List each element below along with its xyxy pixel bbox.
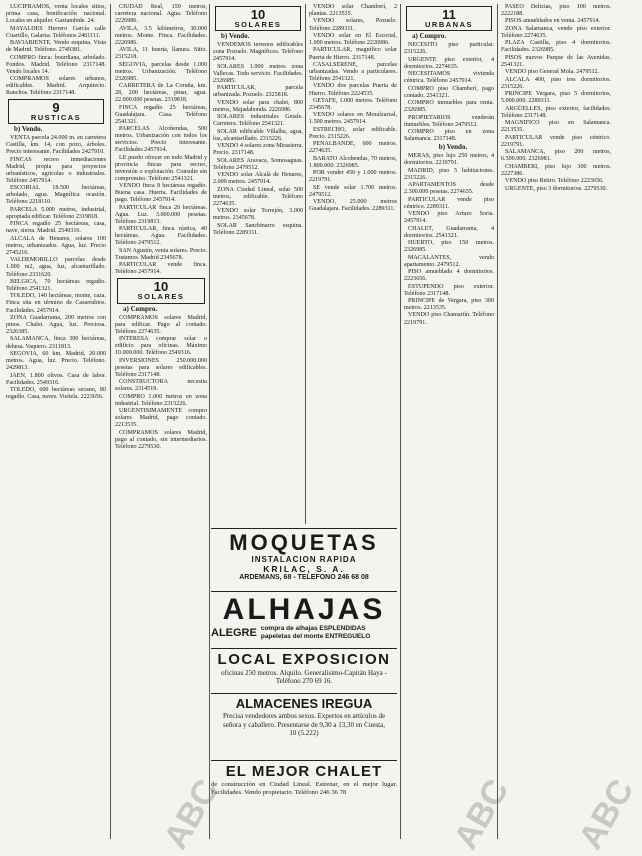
- classified-listing: SOLARES Aravaca, Somosaguas. Teléfono 2479512.: [213, 157, 303, 171]
- classified-listing: SALAMANCA, piso 200 metros, 6.500.000. 2326981.: [501, 149, 611, 163]
- classified-listing: JAEN, 1.800 olivos. Casa de labor. Facilidades. 2549316.: [6, 372, 106, 386]
- section-header-urbanas: [406, 6, 492, 31]
- classified-listing: AVILA, 11 huerta, llanura. Sitio. 2315218.: [115, 47, 207, 61]
- col1-listings: [6, 135, 106, 401]
- column-3: [213, 4, 303, 526]
- classified-listing: PARTICULAR, parcela urbanizada. Pozuelo. 2325818.: [213, 85, 303, 99]
- classified-listing: INVERSIONES 250.000.000 pesetas para solares edificables. Teléfono 2317148.: [115, 357, 207, 378]
- ad-text: de construcción en Ciudad Lineal. Estrenar, en el mejor lugar. Facilidades. Vendo propietario. Teléfono 246 36 78: [211, 781, 397, 796]
- col1-top-listings: [6, 4, 106, 97]
- classified-listing: ZONA Ciudad Lineal, solar 500 metros, edificable. Teléfono 2274635.: [213, 186, 303, 207]
- classified-listing: NECESITO piso particular. 2315226.: [404, 42, 494, 56]
- ad-title: LOCAL EXPOSICION: [217, 651, 391, 668]
- classified-listing: PARTICULAR vende finca. Teléfono 2457914.: [115, 262, 207, 276]
- ad-title: ALHAJAS: [222, 593, 386, 626]
- subsection-label: a) Compro.: [412, 32, 447, 41]
- col5-listings-b: [404, 153, 494, 326]
- column-5: [404, 4, 494, 842]
- subsection-label: b) Vendo.: [14, 125, 43, 134]
- ad-brand: ALEGRE: [211, 626, 257, 639]
- classified-listing: SEGOVIA, parcelas desde 1.000 metros. Urbanización. Teléfono 2326985.: [115, 61, 207, 82]
- ad-divider: [211, 693, 397, 694]
- classified-listing: VENDO solar Torrejón, 3.000 metros. 2345678.: [213, 208, 303, 222]
- classified-listing: COMPRAMOS solares urbanos, edificables. Madrid. Arquitecto. Ranchos. Teléfono 2317148.: [6, 76, 106, 97]
- subsection-label: a) Compro.: [123, 304, 158, 313]
- classified-listing: FINCA regadío 25 hectáreas, casa, nave, sierra. Madrid. 2549316.: [6, 221, 106, 235]
- ad-divider: [211, 648, 397, 649]
- section-number: 9: [52, 100, 60, 116]
- classified-listing: PARTICULAR finca 20 hectáreas. Agua. Luz. 3.000.000 pesetas. Teléfono 2319813.: [115, 204, 207, 225]
- abc-watermark: ABC: [571, 772, 642, 856]
- classified-listing: MAYALDES Herrero García calle Cuartillo, Galarza. Teléfonos 2461111.: [6, 25, 106, 39]
- classified-listing: INTERESA comprar solar o edificio para oficinas. Máximo 10.000.000. Teléfono 2549316.: [115, 336, 207, 357]
- classified-listing: VENDO piso Retiro. Teléfono 2223656.: [505, 178, 604, 185]
- section-header-rusticas: [8, 99, 104, 124]
- classified-listing: VENDO solar Alcalá de Henares, 2.000 metros. 2457914.: [213, 172, 303, 186]
- subsection-label: b) Vendo.: [438, 143, 468, 152]
- classified-listing: AVILA, 3.5 kilómetros, 30.000 metros. Monte. Finca. Facilidades. 2226986.: [115, 25, 207, 46]
- classified-listing: MACALANTES, vendo apartamento. 2479512.: [404, 254, 494, 268]
- classified-listing: SOLARES industriales Getafe. Carretera. Teléfono 2541321.: [213, 114, 303, 128]
- ad-divider: [211, 528, 397, 529]
- classified-listing: ALCALA de Henares, solares 100 metros, urbanizados. Agua, luz. Precio 2745216.: [6, 235, 106, 256]
- classified-listing: PISOS nuevos Parque de las Avenidas. 2541321.: [501, 54, 611, 68]
- classified-listing: PARTICULAR, magnífico solar Puerta de Hierro. 2317148.: [309, 47, 397, 61]
- classified-listing: URGENTE piso exterior, 4 dormitorios. 2274635.: [404, 56, 494, 70]
- classified-listing: GETAFE, 1.000 metros. Teléfono 2345678.: [309, 97, 397, 111]
- col2-listings: [115, 4, 207, 276]
- ad-subtitle: INSTALACION RAPIDA: [251, 555, 357, 564]
- classified-listing: VENDO piso General Mola. 2479512.: [505, 69, 600, 76]
- classified-listing: URGENTISIMAMENTE compro solares Madrid, pago contado. 2213535.: [115, 408, 207, 429]
- classified-listing: PLAZA Castilla, piso 4 dormitorios. Facilidades. 2326985.: [501, 40, 611, 54]
- classified-listing: PISOS amueblados en venta. 2457914.: [505, 18, 601, 25]
- ad-divider: [211, 591, 397, 592]
- classified-listing: VENDO 4 solares zona Mirasierra. Precio. 2317148.: [213, 143, 303, 157]
- classified-listing: PENALBANDE, 600 metros. 2274635.: [309, 141, 397, 155]
- classified-listing: PISO amueblado 4 dormitorios. 2223656.: [404, 269, 494, 283]
- classified-listing: VENDO finca 8 hectáreas regadío. Buena casa. Huerta. Facilidades de pago. Teléfono 2457914.: [115, 183, 207, 204]
- column-4: [309, 4, 397, 526]
- classified-listing: ALCALA 400, piso tres dormitorios. 2315226.: [501, 76, 611, 90]
- ad-brand: KRILAC, S. A.: [263, 564, 345, 574]
- classified-listing: SE vende solar 1.700 metros. 2479512.: [309, 184, 397, 198]
- section-name: URBANAS: [425, 20, 473, 29]
- classified-listing: VENDO, 25.000 metros Guadalajara. Facilidades. 2289311.: [309, 199, 397, 213]
- classified-listing: SOLARES 1.000 metros zona Vallecas. Todo servicio. Facilidades. 2326985.: [213, 63, 303, 84]
- classified-listing: VENDO solares en Moralzarzal, 1.500 metros. 2457914.: [309, 112, 397, 126]
- classified-listing: COMPRO finca: bourdiana, arbolado. Fondos. Madrid. Teléfono 2317148. Vendo locales 14.: [6, 54, 106, 75]
- classified-listing: LUCIFRAMOS, venta locales sitios, prima casa, bonificación nacional. Locales en alquiler. Gaztambide. 24.: [6, 4, 106, 25]
- classified-listing: VENDO piso Chamartín. Teléfono 2219791.: [404, 312, 494, 326]
- classified-listing: PRINCIPE de Vergara, piso 300 metros. 2213535.: [404, 297, 494, 312]
- classified-listing: VENDEMOS terrenos edificables zona Pozuelo. Magníficos. Teléfono 2457914.: [213, 42, 303, 63]
- column-6: [501, 4, 611, 842]
- col6-listings: [501, 4, 611, 193]
- col2-listings-b: [115, 315, 207, 451]
- column-2: [115, 4, 207, 842]
- classified-listing: SALAMANCA, finca 300 hectáreas, dehesa. Vaquero. 2311813.: [6, 336, 106, 350]
- classified-listing: FINCAS recreo inmediaciones Madrid, propia para proyectos urbanísticos, agrícolas o industriales. Teléfono 2457914.: [6, 156, 106, 184]
- ad-title: EL MEJOR CHALET: [225, 763, 383, 780]
- ad-text: Precisa vendedores ambos sexos. Expertos en artículos de señora y caballero. Presentarse de 9,30 a 13,30 en Cuesta, 10 (5.222): [222, 712, 386, 737]
- section-number: 10: [153, 279, 169, 295]
- ad-almacenes: [211, 696, 397, 758]
- classified-listing: LE puedo ofrecer en todo Madrid y provincia fincas para recreo, inversión o explotación. Consulte sin compromiso. Teléfono 2541321.: [115, 154, 207, 182]
- classified-listing: ESTRECHO, solar edificable. Precio. 2315226.: [309, 126, 397, 140]
- classified-listing: VENTA parcela 24.000 m. en carretera Castilla, km. 14, con pozo, árboles. Precio interesante. Facilidades 2427910.: [6, 135, 106, 156]
- ad-divider: [211, 760, 397, 761]
- classified-listing: NECESITAMOS vivienda céntrica. Teléfono 2457914.: [404, 71, 494, 85]
- classified-listing: COMPRAMOS solares Madrid, para edificar. Pago al contado. Teléfono 2274635.: [115, 314, 207, 335]
- classified-listing: SOLAR Sanchinarro esquina. Teléfono 2289311.: [213, 222, 303, 236]
- col3-listings: [213, 42, 303, 237]
- column-rule: [400, 4, 401, 839]
- classified-listing: COMPRO piso en zona Salamanca. 2317148.: [404, 129, 494, 143]
- ad-local-exposicion: [211, 651, 397, 691]
- ad-text: compra de alhajas ESPLENDIDAS papeletas del monte ENTREGUELO: [260, 625, 371, 640]
- ad-text: oficinas 250 metros. Alquilo. Generalísimo-Capitán Haya - Teléfono 270 69 16.: [221, 669, 387, 685]
- classified-listing: ZONA Guadarrama, 200 metros con pinos. Chalet. Agua, luz. Preciosa. 2326385.: [6, 314, 106, 336]
- col4-listings: [309, 4, 397, 213]
- classified-listing: CIUDAD Real, 150 metros, carretera nacional. Agua. Teléfono 2226986.: [115, 4, 207, 25]
- classified-listing: BAVIABIENTE. Vendo esquina. Vista de Madrid. Teléfono. 2749381.: [6, 40, 106, 54]
- col5-listings: [404, 42, 494, 143]
- section-name: SOLARES: [234, 20, 282, 29]
- classified-listing: CARRETERA de La Coruña, km. 28, 200 hectáreas, pinar, agua. 22.000.000 pesetas. 2319818.: [115, 83, 207, 104]
- classified-listing: ZONA Salamanca, vendo piso exterior. Teléfono 2274635.: [501, 25, 611, 39]
- classified-listing: VALDEMORILLO parcelas desde 1.000 m2, agua, luz, alcantarillado. Teléfono 2331620.: [6, 257, 106, 278]
- section-name: SOLARES: [137, 292, 185, 302]
- classified-listing: PASEO Delicias, piso 100 metros. 2222188.: [501, 4, 611, 18]
- classified-listing: MADRID, piso 5 habitaciones. 2315226.: [404, 167, 494, 181]
- ad-address: ARDEMANS, 68 - TELEFONO 246 68 08: [239, 574, 369, 581]
- classified-listing: PARTICULAR vende piso céntrico. 2289311.: [404, 196, 494, 210]
- section-number: 10: [250, 7, 266, 22]
- classified-listing: VENDO solar en El Escorial, 1.000 metros. Teléfono 2226986.: [309, 32, 397, 47]
- classified-listing: ESCORIAL 18.500 hectáreas, arbolado, agua. Magnífica ocasión. Teléfono 2218110.: [6, 185, 106, 206]
- section-header-solares: [117, 278, 205, 303]
- classified-listing: VENDO solares, Pozuelo. Teléfono 2289311.: [309, 18, 397, 32]
- classified-listing: TOLEDO, 140 hectáreas, monte, caza. Finca sita en término de Casarrubios. Facilidades. 2457914.: [6, 293, 106, 314]
- classified-listing: BELGICA, 70 hectáreas regadío. Teléfono 2541321.: [6, 278, 106, 292]
- ad-chalet: [211, 763, 397, 839]
- section-number: 11: [442, 7, 456, 22]
- classified-listing: APARTAMENTOS desde 2.300.000 pesetas. 2274635.: [404, 182, 494, 196]
- classified-listing: VENDO dos parcelas Puerta de Hierro. Teléfono 2224535.: [309, 83, 397, 97]
- column-rule: [209, 4, 210, 839]
- classified-listing: CHALET, Guadarrama, 4 dormitorios. 2541321.: [404, 225, 494, 239]
- section-header-solares: [215, 6, 301, 31]
- abc-watermark: ABC: [446, 772, 517, 856]
- classified-listing: CASALSERENE, parcelas urbanizadas. Vendo a particulares. Teléfono 2541321.: [309, 61, 397, 83]
- ad-title: MOQUETAS: [229, 530, 379, 555]
- classified-listing: COMPRO inmuebles para renta. 2326985.: [404, 100, 494, 114]
- classified-listing: PROPIETARIOS venderán inmuebles. Teléfono 2479512.: [404, 114, 494, 128]
- ad-title: ALMACENES IREGUA: [235, 696, 373, 711]
- section-name: RUSTICAS: [30, 113, 82, 123]
- classified-listing: FINCA regadío 25 hectáreas, Guadalajara. Casa. Teléfono 2541321.: [115, 104, 207, 125]
- abc-watermark: ABC: [156, 772, 227, 856]
- classified-listing: COMPRO 1.000 metros en zona industrial. Teléfono 2315226.: [115, 393, 207, 407]
- classified-listing: SOLAR edificable Villalba, agua, luz, alcantarillado. 2315226.: [213, 128, 303, 142]
- classified-listing: ESTUPENDO piso exterior. Teléfono 2317148.: [404, 283, 494, 297]
- classified-listing: SAN Agustín, venta solares. Precio. Tratamos. Madrid 2345678.: [115, 247, 207, 261]
- column-rule: [497, 4, 498, 839]
- classified-listing: HUERTO, piso 150 metros. 2326985.: [404, 240, 494, 254]
- column-1: [6, 4, 106, 842]
- ad-moquetas: [211, 531, 397, 589]
- classified-listing: BARATO Alcobendas, 70 metros, 1.800.000. 2326985.: [309, 155, 397, 169]
- classified-listing: ARGÜELLES, piso exterior, facilidades. Teléfono 2317148.: [501, 105, 611, 119]
- classified-listing: PARTICULAR vende piso céntrico. 2219791.: [501, 134, 611, 148]
- column-rule: [110, 4, 111, 839]
- ad-alhajas: [211, 594, 397, 646]
- classified-listing: TOLEDO, 600 hectáreas secano, 80 regadío. Casa, naves. Visítela. 2223656.: [6, 386, 106, 401]
- classified-listing: COMPRO piso Chamberí, pago contado. 2541321.: [404, 85, 494, 99]
- classified-listing: VENDO solar Chamberí, 2 plantas. 2213535.: [309, 4, 397, 18]
- column-rule: [305, 4, 306, 524]
- classified-listing: URGENTE, piso 3 dormitorios. 2279530.: [505, 185, 608, 192]
- classified-listing: MAGNIFICO piso en Salamanca. 2213535.: [501, 120, 611, 134]
- classified-listing: SEGOVIA, 60 km. Madrid, 20.000 metros. Agua, luz. Precio. Teléfono. 2429813.: [6, 350, 106, 372]
- classified-listing: PARCELA 5.000 metros, industrial, apropiada edificar. Teléfono 2319818.: [6, 206, 106, 220]
- subsection-label: b) Vendo.: [221, 32, 250, 41]
- classified-listing: MERAS, piso lujo 250 metros, 4 dormitorios. 2219791.: [404, 153, 494, 167]
- classified-listing: COMPRAMOS solares Madrid, pago al contado, sin intermediarios. Teléfono 2279530.: [115, 429, 207, 450]
- classified-listing: CHAMBERI, piso lujo 300 metros. 2227386.: [501, 163, 611, 177]
- classified-listing: PRINCIPE Vergara, piso 5 dormitorios, 5.000.000. 2289311.: [501, 91, 611, 105]
- classified-listing: PARTICULAR, finca rústica, 40 hectáreas. Agua. Facilidades. Teléfono 2479512.: [115, 226, 207, 247]
- classified-listing: PARCELAS Alcobendas, 500 metros. Urbanización con todos los servicios. Precio interesante. Facilidades 2457914.: [115, 126, 207, 154]
- classified-listing: VENDO solar para chalet, 800 metros, Majadahonda. 2226986.: [213, 99, 303, 113]
- classified-listing: VENDO piso Arturo Soria. 2457914.: [404, 211, 494, 225]
- classified-listing: CONSTRUCTORA necesita solares. 2314519.: [115, 379, 207, 393]
- classified-listing: POR vender 450 y 1.000 metros. 2219791.: [309, 170, 397, 184]
